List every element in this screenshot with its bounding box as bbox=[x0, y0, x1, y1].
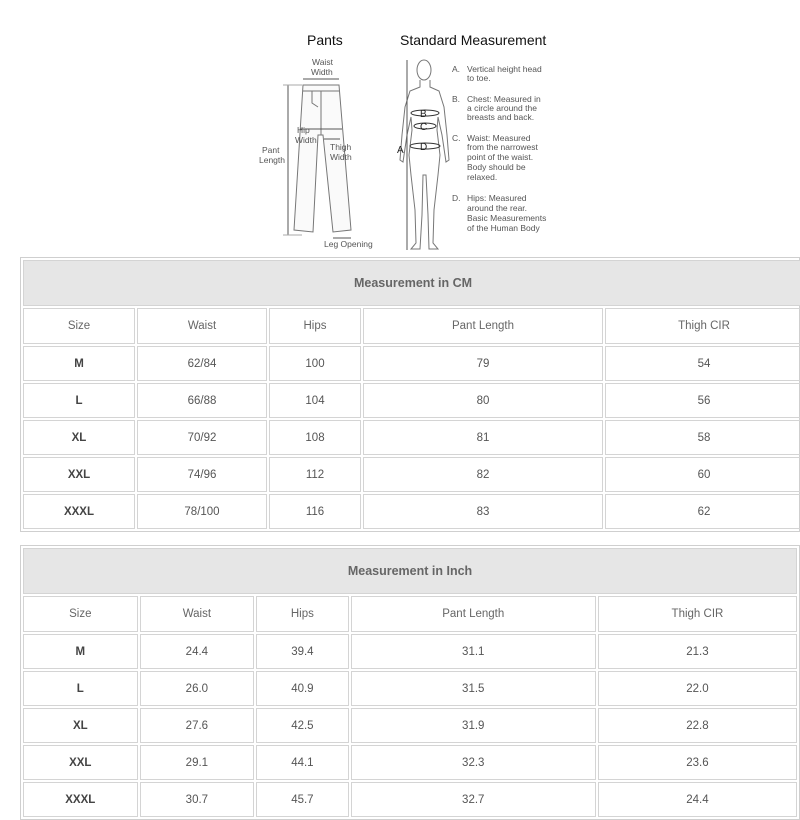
body-letter-d: D bbox=[420, 142, 428, 153]
thigh-cir-cell: 56 bbox=[605, 383, 800, 418]
note-d-letter: D. bbox=[452, 193, 461, 203]
note-d-line: of the Human Body bbox=[467, 223, 540, 233]
table-row bbox=[23, 708, 797, 743]
column-header: Thigh CIR bbox=[605, 308, 800, 344]
cm-size-table bbox=[20, 257, 800, 532]
hips-cell: 40.9 bbox=[256, 671, 348, 706]
column-header: Thigh CIR bbox=[598, 596, 797, 632]
size-cell: M bbox=[23, 634, 138, 669]
cm-table-caption: Measurement in CM bbox=[23, 260, 800, 306]
table-row bbox=[23, 634, 797, 669]
inch-table-header-row bbox=[23, 596, 797, 632]
thigh-cir-cell: 24.4 bbox=[598, 782, 797, 817]
hips-cell: 45.7 bbox=[256, 782, 348, 817]
waist-cell: 29.1 bbox=[140, 745, 255, 780]
waist-width-label-2: Width bbox=[311, 67, 333, 77]
pant-length-cell: 31.5 bbox=[351, 671, 596, 706]
pant-length-cell: 79 bbox=[363, 346, 603, 381]
waist-cell: 26.0 bbox=[140, 671, 255, 706]
size-cell: L bbox=[23, 383, 135, 418]
note-b-line: a circle around the bbox=[467, 103, 537, 113]
note-a-letter: A. bbox=[452, 64, 461, 74]
table-row bbox=[23, 494, 800, 529]
waist-cell: 30.7 bbox=[140, 782, 255, 817]
hips-cell: 116 bbox=[269, 494, 361, 529]
pant-length-cell: 81 bbox=[363, 420, 603, 455]
note-c-line: Body should be bbox=[467, 162, 526, 172]
pants-title: Pants bbox=[307, 32, 343, 48]
hips-cell: 42.5 bbox=[256, 708, 348, 743]
hips-cell: 44.1 bbox=[256, 745, 348, 780]
table-row bbox=[23, 745, 797, 780]
column-header: Hips bbox=[256, 596, 348, 632]
thigh-width-label-1: Thigh bbox=[330, 142, 352, 152]
size-cell: XXL bbox=[23, 745, 138, 780]
table-row bbox=[23, 671, 797, 706]
waist-cell: 66/88 bbox=[137, 383, 267, 418]
column-header: Pant Length bbox=[363, 308, 603, 344]
thigh-width-label-2: Width bbox=[330, 152, 352, 162]
table-row bbox=[23, 420, 800, 455]
note-a-line: to toe. bbox=[467, 73, 491, 83]
measurement-diagram bbox=[250, 25, 570, 255]
note-d-line: around the rear. bbox=[467, 203, 528, 213]
table-row bbox=[23, 383, 800, 418]
thigh-cir-cell: 62 bbox=[605, 494, 800, 529]
note-c-line: relaxed. bbox=[467, 172, 498, 182]
pant-length-cell: 82 bbox=[363, 457, 603, 492]
hips-cell: 100 bbox=[269, 346, 361, 381]
column-header: Pant Length bbox=[351, 596, 596, 632]
note-b-line: breasts and back. bbox=[467, 112, 535, 122]
thigh-cir-cell: 21.3 bbox=[598, 634, 797, 669]
measurement-notes bbox=[452, 64, 546, 233]
hips-cell: 112 bbox=[269, 457, 361, 492]
table-row bbox=[23, 457, 800, 492]
waist-cell: 70/92 bbox=[137, 420, 267, 455]
cm-table-header-row bbox=[23, 308, 800, 344]
note-c-line: point of the waist. bbox=[467, 152, 534, 162]
waist-cell: 24.4 bbox=[140, 634, 255, 669]
standard-measurement-title: Standard Measurement bbox=[400, 32, 547, 48]
pant-length-cell: 31.9 bbox=[351, 708, 596, 743]
note-c-letter: C. bbox=[452, 133, 461, 143]
body-letter-b: B bbox=[420, 109, 427, 120]
size-cell: XL bbox=[23, 420, 135, 455]
pant-length-cell: 80 bbox=[363, 383, 603, 418]
inch-table-caption: Measurement in Inch bbox=[23, 548, 797, 594]
column-header: Hips bbox=[269, 308, 361, 344]
size-cell: XL bbox=[23, 708, 138, 743]
leg-opening-label: Leg Opening bbox=[324, 239, 373, 249]
note-a-line: Vertical height head bbox=[467, 64, 542, 74]
note-b-letter: B. bbox=[452, 94, 461, 104]
thigh-cir-cell: 58 bbox=[605, 420, 800, 455]
note-c-line: Waist: Measured bbox=[467, 133, 531, 143]
size-cell: XXXL bbox=[23, 494, 135, 529]
body-figure bbox=[400, 60, 449, 250]
note-d-line: Hips: Measured bbox=[467, 193, 527, 203]
waist-width-label-1: Waist bbox=[312, 57, 333, 67]
inch-size-table bbox=[20, 545, 800, 820]
waist-cell: 62/84 bbox=[137, 346, 267, 381]
hips-cell: 108 bbox=[269, 420, 361, 455]
thigh-cir-cell: 23.6 bbox=[598, 745, 797, 780]
pant-length-cell: 32.3 bbox=[351, 745, 596, 780]
hips-cell: 104 bbox=[269, 383, 361, 418]
hip-width-label-2: Width bbox=[295, 135, 317, 145]
pant-length-label-1: Pant bbox=[262, 145, 280, 155]
body-letter-a: A bbox=[397, 145, 404, 156]
size-cell: XXL bbox=[23, 457, 135, 492]
diagram-svg bbox=[250, 25, 570, 255]
column-header: Size bbox=[23, 308, 135, 344]
thigh-cir-cell: 22.0 bbox=[598, 671, 797, 706]
table-row bbox=[23, 346, 800, 381]
pant-length-cell: 32.7 bbox=[351, 782, 596, 817]
pant-length-cell: 83 bbox=[363, 494, 603, 529]
thigh-cir-cell: 60 bbox=[605, 457, 800, 492]
note-c-line: from the narrowest bbox=[467, 142, 538, 152]
note-b-line: Chest: Measured in bbox=[467, 94, 541, 104]
size-cell: M bbox=[23, 346, 135, 381]
pant-length-label-2: Length bbox=[259, 155, 285, 165]
thigh-cir-cell: 54 bbox=[605, 346, 800, 381]
column-header: Size bbox=[23, 596, 138, 632]
body-letter-c: C bbox=[420, 122, 428, 133]
waist-cell: 74/96 bbox=[137, 457, 267, 492]
hips-cell: 39.4 bbox=[256, 634, 348, 669]
column-header: Waist bbox=[137, 308, 267, 344]
pant-length-cell: 31.1 bbox=[351, 634, 596, 669]
column-header: Waist bbox=[140, 596, 255, 632]
note-d-line: Basic Measurements bbox=[467, 213, 547, 223]
hip-width-label-1: Hip bbox=[297, 125, 310, 135]
waist-cell: 78/100 bbox=[137, 494, 267, 529]
waist-cell: 27.6 bbox=[140, 708, 255, 743]
size-cell: L bbox=[23, 671, 138, 706]
thigh-cir-cell: 22.8 bbox=[598, 708, 797, 743]
size-cell: XXXL bbox=[23, 782, 138, 817]
